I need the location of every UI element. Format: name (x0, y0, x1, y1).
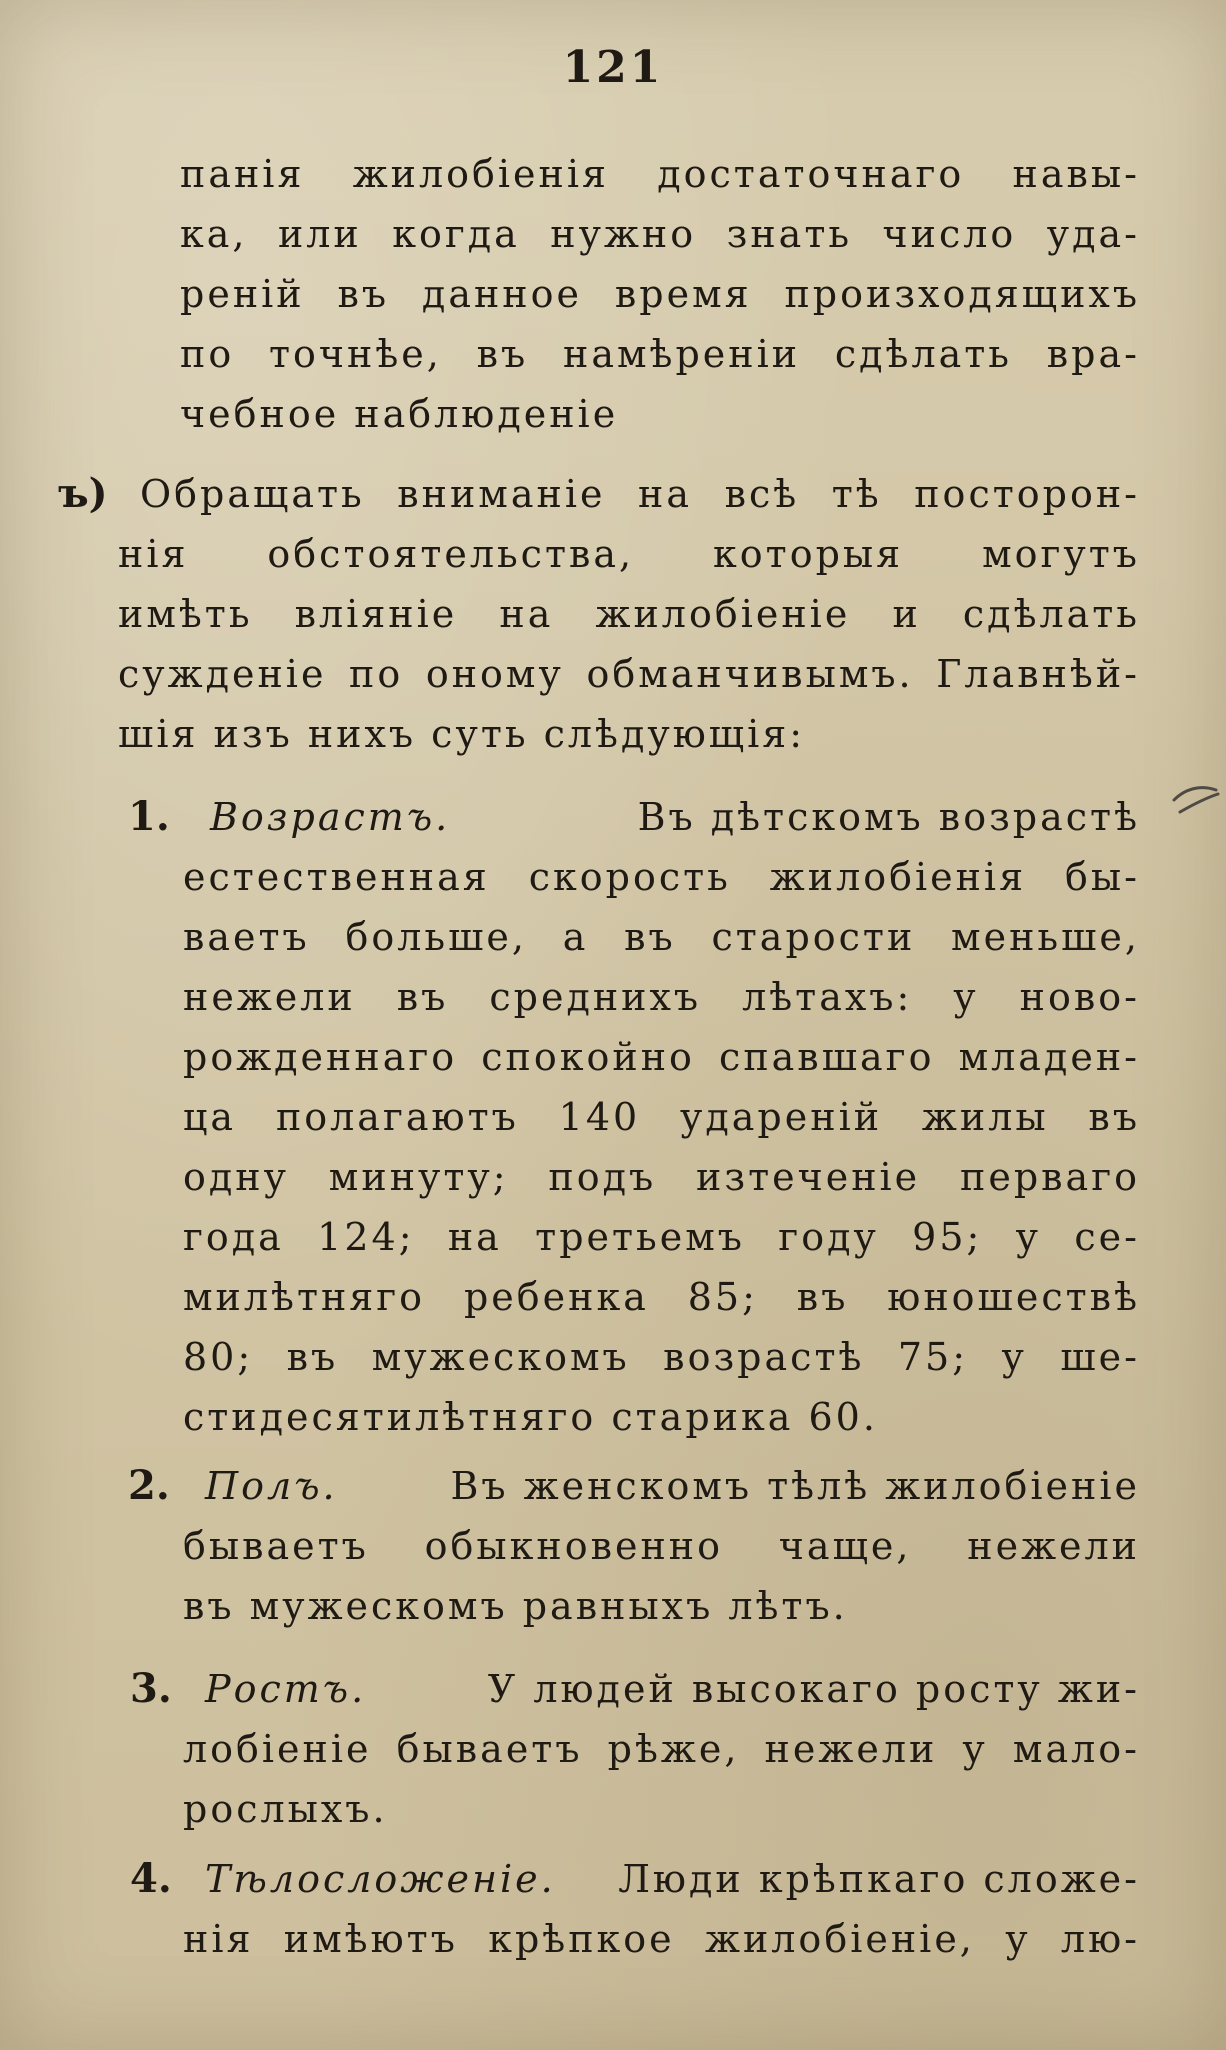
item-line: стидесятилѣтняго старика 60. (183, 1395, 878, 1439)
item-heading (205, 1464, 338, 1508)
item-heading-word: Возрастъ. (210, 795, 451, 839)
item-heading (210, 795, 451, 839)
pencil-mark-icon (1170, 780, 1222, 828)
intro-line: реній въ данное время произходящихъ (180, 272, 1140, 316)
item-line: милѣтняго ребенка 85; въ юношествѣ (183, 1275, 1140, 1319)
intro-line: чебное наблюденіе (180, 392, 619, 436)
item-first-line: Въ дѣтскомъ возрастѣ (637, 795, 1140, 839)
section-line: сужденіе по оному обманчивымъ. Главнѣй- (118, 652, 1140, 696)
item-number: 1. (128, 793, 170, 840)
item-line: въ мужескомъ равныхъ лѣтъ. (183, 1584, 848, 1628)
item-first-line: Люди крѣпкаго сложе- (618, 1857, 1140, 1901)
item-first-line: Въ женскомъ тѣлѣ жилобіеніе (450, 1464, 1140, 1508)
item-line: бываетъ обыкновенно чаще, нежели (183, 1524, 1140, 1568)
intro-line: ка, или когда нужно знать число уда- (180, 212, 1140, 256)
item-line: нія имѣютъ крѣпкое жилобіеніе, у лю- (183, 1917, 1140, 1961)
item-line: лобіеніе бываетъ рѣже, нежели у мало- (183, 1727, 1140, 1771)
item-first-line: У людей высокаго росту жи- (487, 1667, 1140, 1711)
item-heading-word: Тѣлосложеніе. (205, 1857, 556, 1901)
item-number: 4. (130, 1855, 172, 1902)
item-line: рожденнаго спокойно спавшаго младен- (183, 1035, 1140, 1079)
item-line: ваетъ больше, а въ старости меньше, (183, 915, 1140, 959)
intro-line: по точнѣе, въ намѣреніи сдѣлать вра- (180, 332, 1140, 376)
page-number: 121 (562, 42, 664, 93)
intro-line: панія жилобіенія достаточнаго навы- (180, 152, 1140, 196)
item-line: нежели въ среднихъ лѣтахъ: у ново- (183, 975, 1140, 1019)
item-line: естественная скорость жилобіенія бы- (183, 855, 1140, 899)
item-number: 2. (128, 1462, 170, 1509)
item-heading (205, 1667, 367, 1711)
section-line: шія изъ нихъ суть слѣдующія: (118, 712, 806, 756)
item-line: года 124; на третьемъ году 95; у се- (183, 1215, 1140, 1259)
item-line: одну минуту; подъ изтеченіе перваго (183, 1155, 1140, 1199)
section-marker: ъ) (58, 470, 108, 517)
item-line: 80; въ мужескомъ возрастѣ 75; у ше- (183, 1335, 1140, 1379)
section-line: Обращать вниманіе на всѣ тѣ посторон- (140, 472, 1140, 516)
item-heading (205, 1857, 556, 1901)
item-heading-word: Полъ. (205, 1464, 338, 1508)
section-line: имѣть вліяніе на жилобіеніе и сдѣлать (118, 592, 1140, 636)
section-line: нія обстоятельства, которыя могутъ (118, 532, 1140, 576)
item-heading-word: Ростъ. (205, 1667, 367, 1711)
item-line: ца полагаютъ 140 удареній жилы въ (183, 1095, 1140, 1139)
item-number: 3. (130, 1665, 172, 1712)
item-line: рослыхъ. (183, 1787, 388, 1831)
